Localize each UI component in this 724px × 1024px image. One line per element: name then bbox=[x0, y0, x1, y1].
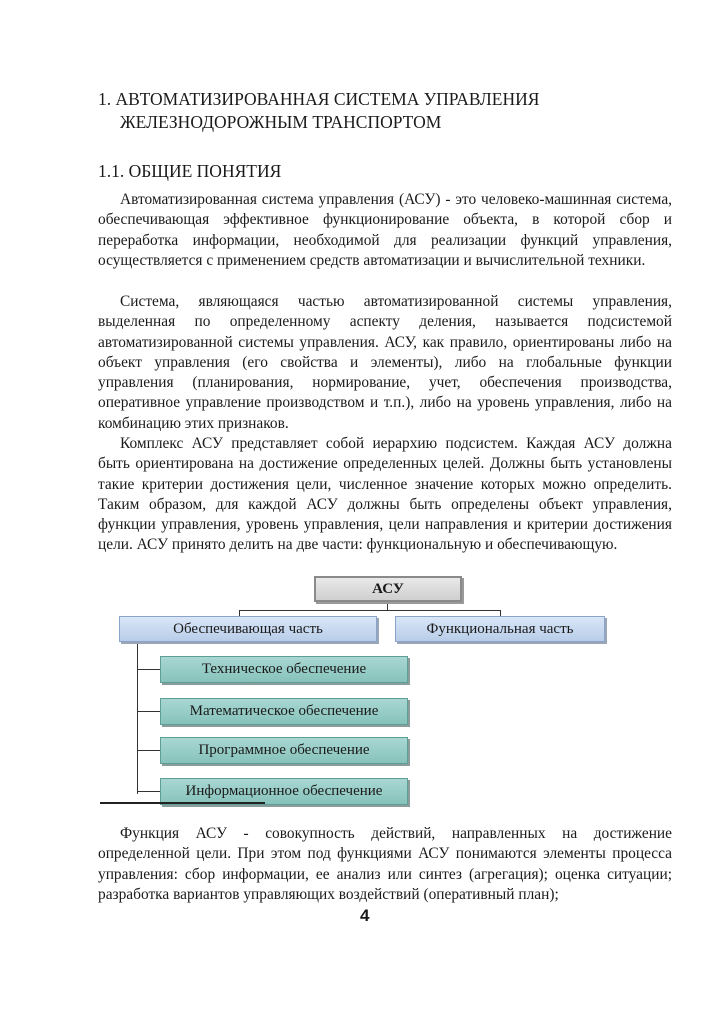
diagram-technical-support-box: Техническое обеспечение bbox=[160, 656, 408, 683]
page-number: 4 bbox=[360, 906, 370, 925]
diagram-functional-part-box: Функциональная часть bbox=[395, 616, 605, 642]
connector-vertical-trunk bbox=[137, 644, 138, 794]
chapter-title bbox=[98, 88, 658, 134]
diagram-math-support-box: Математическое обеспечение bbox=[160, 698, 408, 725]
paragraph-4: Функция АСУ - совокупность действий, направленных на достижение определенной цели. При этом под функциями АСУ понимаются элементы процесса управления: сбор информации, ее анализ или синтез (агрегация); оценка ситуации; разработка вариантов управляющих воздействий (оперативный план); bbox=[98, 825, 672, 903]
paragraph-1: Автоматизированная система управления (АСУ) - это человеко-машинная система, обеспечивающая эффективное функционирование объекта, в которой сбор и переработка информации, необходимой для реализации функций управления, осуществляется с применением средств автоматизации и вычислительной техники. bbox=[98, 191, 672, 269]
diagram-support-part-box: Обеспечивающая часть bbox=[119, 616, 377, 642]
chapter-title-line2: ЖЕЛЕЗНОДОРОЖНЫМ ТРАНСПОРТОМ bbox=[120, 112, 442, 132]
chapter-title-line1: 1. АВТОМАТИЗИРОВАННАЯ СИСТЕМА УПРАВЛЕНИЯ bbox=[98, 89, 540, 109]
connector-branch-4 bbox=[137, 791, 160, 792]
diagram-underline bbox=[100, 802, 265, 804]
diagram-root-box: АСУ bbox=[314, 576, 462, 602]
connector-branch-1 bbox=[137, 669, 160, 670]
connector-branch-2 bbox=[137, 711, 160, 712]
paragraph-2: Система, являющаяся частью автоматизированной системы управления, выделенная по определенному аспекту деления, называется подсистемой автоматизированной системы управления. АСУ, как правило, ориентированы либо на объект управления (его свойства и элементы), либо на глобальные функции управления (планирования, нормирование, учет, обеспечения производства, оперативное управление производством и т.п.), либо на уровень управления, либо на комбинацию этих признаков. bbox=[98, 293, 672, 432]
section-title: 1.1. ОБЩИЕ ПОНЯТИЯ bbox=[98, 161, 282, 181]
connector-branch-3 bbox=[137, 750, 160, 751]
diagram-software-support-box: Программное обеспечение bbox=[160, 737, 408, 764]
paragraph-3: Комплекс АСУ представляет собой иерархию подсистем. Каждая АСУ должна быть ориентирована на достижение определенных целей. Должны быть установлены такие критерии достижения цели, численное значение которых можно определить. Таким образом, для каждой АСУ должны быть определены объект управления, функции управления, уровень управления, цели направления и критерии достижения цели. АСУ принято делить на две части: функциональную и обеспечивающую. bbox=[98, 435, 672, 554]
connector-horizontal bbox=[239, 610, 501, 611]
diagram-information-support-box: Информационное обеспечение bbox=[160, 778, 408, 805]
asu-structure-diagram bbox=[95, 568, 675, 808]
